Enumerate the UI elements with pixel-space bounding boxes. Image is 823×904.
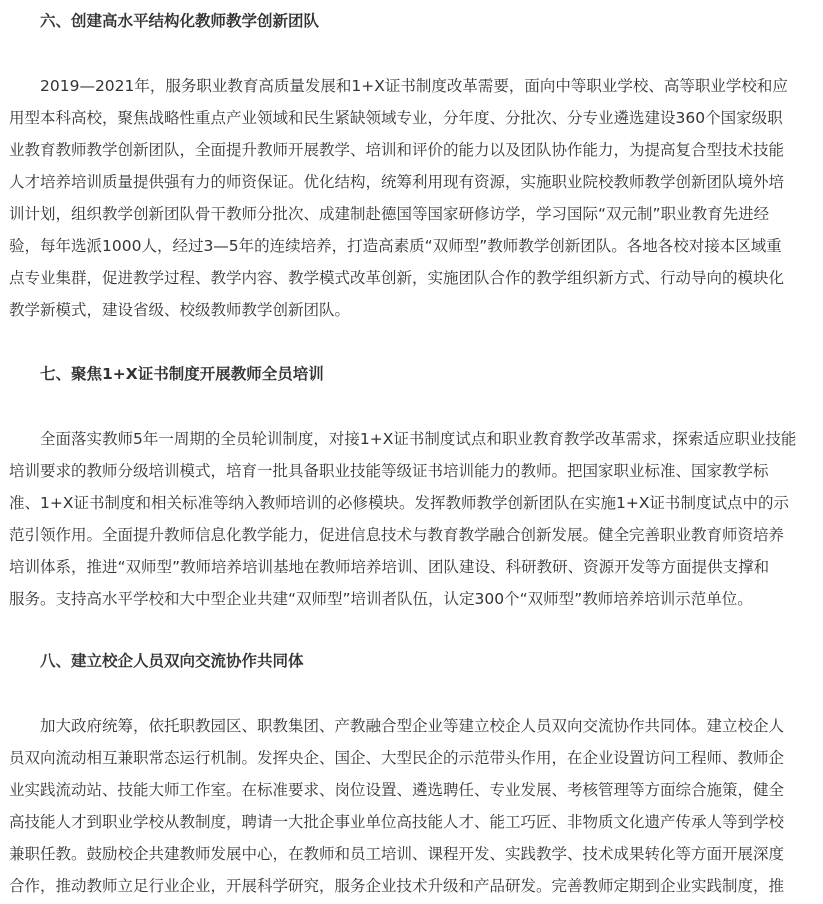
- paragraph-line: 合作，推动教师立足行业企业，开展科学研究，服务企业技术升级和产品研发。完善教师定期到企业实践制度，推: [9, 877, 785, 895]
- paragraph-line: 用型本科高校，聚焦战略性重点产业领域和民生紧缺领域专业，分年度、分批次、分专业遴选建设360个国家级职: [9, 109, 783, 127]
- paragraph-line: 2019—2021年，服务职业教育高质量发展和1+X证书制度改革需要，面向中等职业学校、高等职业学校和应: [40, 77, 788, 95]
- paragraph-line: 业教育教师教学创新团队，全面提升教师开展教学、培训和评价的能力以及团队协作能力，为提高复合型技术技能: [9, 141, 785, 159]
- paragraph-line: 验，每年选派1000人，经过3—5年的连续培养，打造高素质“双师型”教师教学创新团队。各地各校对接本区域重: [9, 237, 782, 255]
- paragraph-line: 高技能人才到职业学校从教制度，聘请一大批企事业单位高技能人才、能工巧匠、非物质文化遗产传承人等到学校: [9, 813, 785, 831]
- paragraph-line: 点专业集群，促进教学过程、教学内容、教学模式改革创新，实施团队合作的教学组织新方式、行动导向的模块化: [9, 269, 785, 287]
- paragraph-line: 全面落实教师5年一周期的全员轮训制度，对接1+X证书制度试点和职业教育教学改革需求，探索适应职业技能: [40, 430, 797, 448]
- paragraph-line: 员双向流动相互兼职常态运行机制。发挥央企、国企、大型民企的示范带头作用，在企业设置访问工程师、教师企: [9, 749, 785, 767]
- paragraph-line: 培训要求的教师分级培训模式，培育一批具备职业技能等级证书培训能力的教师。把国家职业标准、国家教学标: [9, 462, 769, 480]
- section-heading-6: 六、创建高水平结构化教师教学创新团队: [40, 12, 320, 30]
- paragraph-line: 服务。支持高水平学校和大中型企业共建“双师型”培训者队伍，认定300个“双师型”教师培养培训示范单位。: [9, 590, 753, 608]
- paragraph-line: 培训体系，推进“双师型”教师培养培训基地在教师培养培训、团队建设、科研教研、资源开发等方面提供支撑和: [9, 558, 770, 576]
- paragraph-line: 教学新模式，建设省级、校级教师教学创新团队。: [9, 301, 351, 319]
- paragraph-line: 训计划，组织教学创新团队骨干教师分批次、成建制赴德国等国家研修访学，学习国际“双元制”职业教育先进经: [9, 205, 770, 223]
- paragraph-line: 业实践流动站、技能大师工作室。在标准要求、岗位设置、遴选聘任、专业发展、考核管理等方面综合施策，健全: [9, 781, 785, 799]
- section-heading-7: 七、聚焦1+X证书制度开展教师全员培训: [40, 365, 324, 383]
- paragraph-line: 兼职任教。鼓励校企共建教师发展中心，在教师和员工培训、课程开发、实践教学、技术成果转化等方面开展深度: [9, 845, 785, 863]
- paragraph-line: 准、1+X证书制度和相关标准等纳入教师培训的必修模块。发挥教师教学创新团队在实施1+X证书制度试点中的示: [9, 494, 789, 512]
- paragraph-line: 人才培养培训质量提供强有力的师资保证。优化结构，统筹利用现有资源，实施职业院校教师教学创新团队境外培: [9, 173, 785, 191]
- paragraph-line: 范引领作用。全面提升教师信息化教学能力，促进信息技术与教育教学融合创新发展。健全完善职业教育师资培养: [9, 526, 785, 544]
- section-heading-8: 八、建立校企人员双向交流协作共同体: [40, 652, 304, 670]
- paragraph-line: 加大政府统筹，依托职教园区、职教集团、产教融合型企业等建立校企人员双向交流协作共同体。建立校企人: [40, 717, 785, 735]
